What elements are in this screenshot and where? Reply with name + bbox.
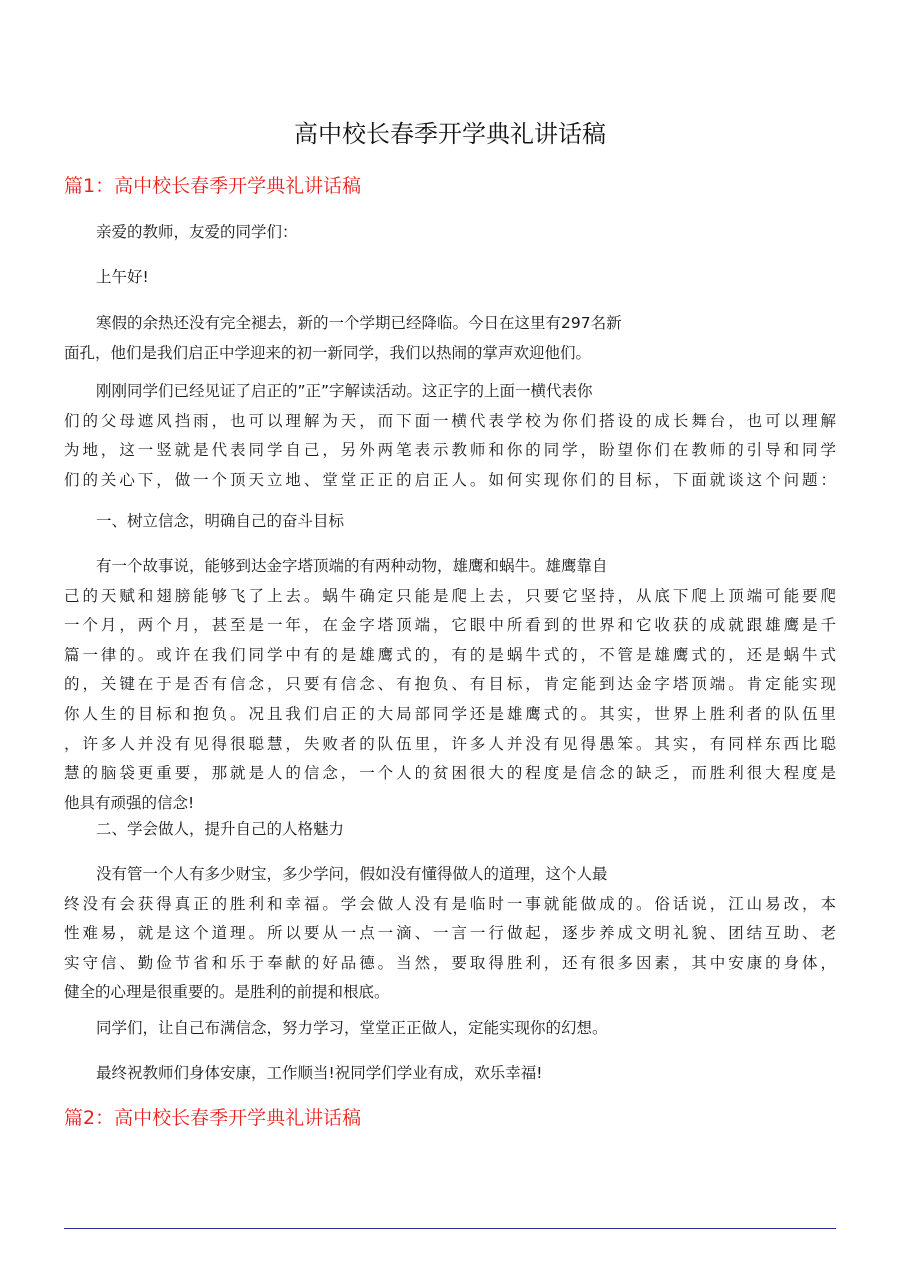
- text-line: 实守信、勤俭节省和乐于奉献的好品德。当然，要取得胜利，还有很多因素，其中安康的身体，: [64, 953, 836, 972]
- text-line: 你人生的目标和抱负。况且我们启正的大局部同学还是雄鹰式的。其实，世界上胜利者的队伍里: [64, 704, 836, 723]
- text-line: 面孔，他们是我们启正中学迎来的初一新同学，我们以热闹的掌声欢迎他们。: [64, 343, 592, 362]
- text-line: 篇一律的。或许在我们同学中有的是雄鹰式的，有的是蜗牛式的，不管是雄鹰式的，还是蜗牛式: [64, 645, 836, 664]
- text-line: 亲爱的教师，友爱的同学们：: [96, 223, 298, 241]
- text-line: 一个月，两个月，甚至是一年，在金字塔顶端，它眼中所看到的世界和它收获的成就跟雄鹰是千: [64, 616, 836, 635]
- text-line: 的，关键在于是否有信念，只要有信念、有抱负、有目标，肯定能到达金字塔顶端。肯定能实现: [64, 675, 836, 694]
- text-line: 同学们，让自己布满信念，努力学习，堂堂正正做人，定能实现你的幻想。: [96, 1019, 608, 1037]
- paragraph-winter-break: [64, 309, 836, 368]
- text-line: 性难易，就是这个道理。所以要从一点一滴、一言一行做起，逐步养成文明礼貌、团结互助、老: [64, 924, 836, 943]
- text-line: ，许多人并没有见得很聪慧，失败者的队伍里，许多人并没有见得愚笨。其实，有同样东西比聪: [64, 734, 836, 753]
- paragraph-final-wish: [64, 1059, 836, 1089]
- text-line: 他具有顽强的信念!: [64, 793, 195, 812]
- text-line: 刚刚同学们已经见证了启正的”正”字解读活动。这正字的上面一横代表你: [96, 382, 593, 400]
- text-line: 二、学会做人，提升自己的人格魅力: [96, 820, 345, 838]
- document-title: 高中校长春季开学典礼讲话稿: [294, 120, 606, 148]
- text-line: 终没有会获得真正的胜利和幸福。学会做人没有是临时一事就能做成的。俗话说，江山易改，本: [64, 894, 836, 913]
- paragraph-being-a-person: [64, 860, 836, 1008]
- text-line: 己的天赋和翅膀能够飞了上去。蜗牛确定只能是爬上去，只要它坚持，从底下爬上顶端可能要爬: [64, 586, 836, 605]
- paragraph-point-two: [64, 815, 836, 845]
- section-heading-2: 篇2：高中校长春季开学典礼讲话稿: [64, 1107, 362, 1129]
- text-line: 一、树立信念，明确自己的奋斗目标: [96, 512, 345, 530]
- paragraph-morning: [64, 263, 836, 293]
- text-line: 们的父母遮风挡雨，也可以理解为天，而下面一横代表学校为你们搭设的成长舞台，也可以理解: [64, 411, 836, 430]
- text-line: 有一个故事说，能够到达金字塔顶端的有两种动物，雄鹰和蜗牛。雄鹰靠自: [96, 557, 608, 575]
- text-line: 为地，这一竖就是代表同学自己，另外两笔表示教师和你的同学，盼望你们在教师的引导和同学: [64, 441, 836, 460]
- section-heading-1: 篇1：高中校长春季开学典礼讲话稿: [64, 175, 362, 197]
- text-line: 没有管一个人有多少财宝，多少学问，假如没有懂得做人的道理，这个人最: [96, 865, 608, 883]
- text-line: 健全的心理是很重要的。是胜利的前提和根底。: [64, 983, 390, 1002]
- text-line: 慧的脑袋更重要，那就是人的信念，一个人的贫困很大的程度是信念的缺乏，而胜利很大程度是: [64, 764, 836, 783]
- paragraph-eagle-snail-story: [64, 552, 836, 818]
- paragraph-classmates: [64, 1014, 836, 1044]
- paragraph-zheng-character: [64, 377, 836, 495]
- text-line: 们的关心下，做一个顶天立地、堂堂正正的启正人。如何实现你们的目标，下面就谈这个问题：: [64, 470, 836, 489]
- footer-divider: [64, 1228, 836, 1229]
- text-line: 上午好!: [96, 268, 149, 286]
- paragraph-point-one: [64, 507, 836, 537]
- text-line: 寒假的余热还没有完全褪去，新的一个学期已经降临。今日在这里有297名新: [96, 314, 622, 332]
- text-line: 最终祝教师们身体安康，工作顺当!祝同学们学业有成，欢乐幸福!: [96, 1064, 543, 1082]
- paragraph-greeting: [64, 218, 836, 248]
